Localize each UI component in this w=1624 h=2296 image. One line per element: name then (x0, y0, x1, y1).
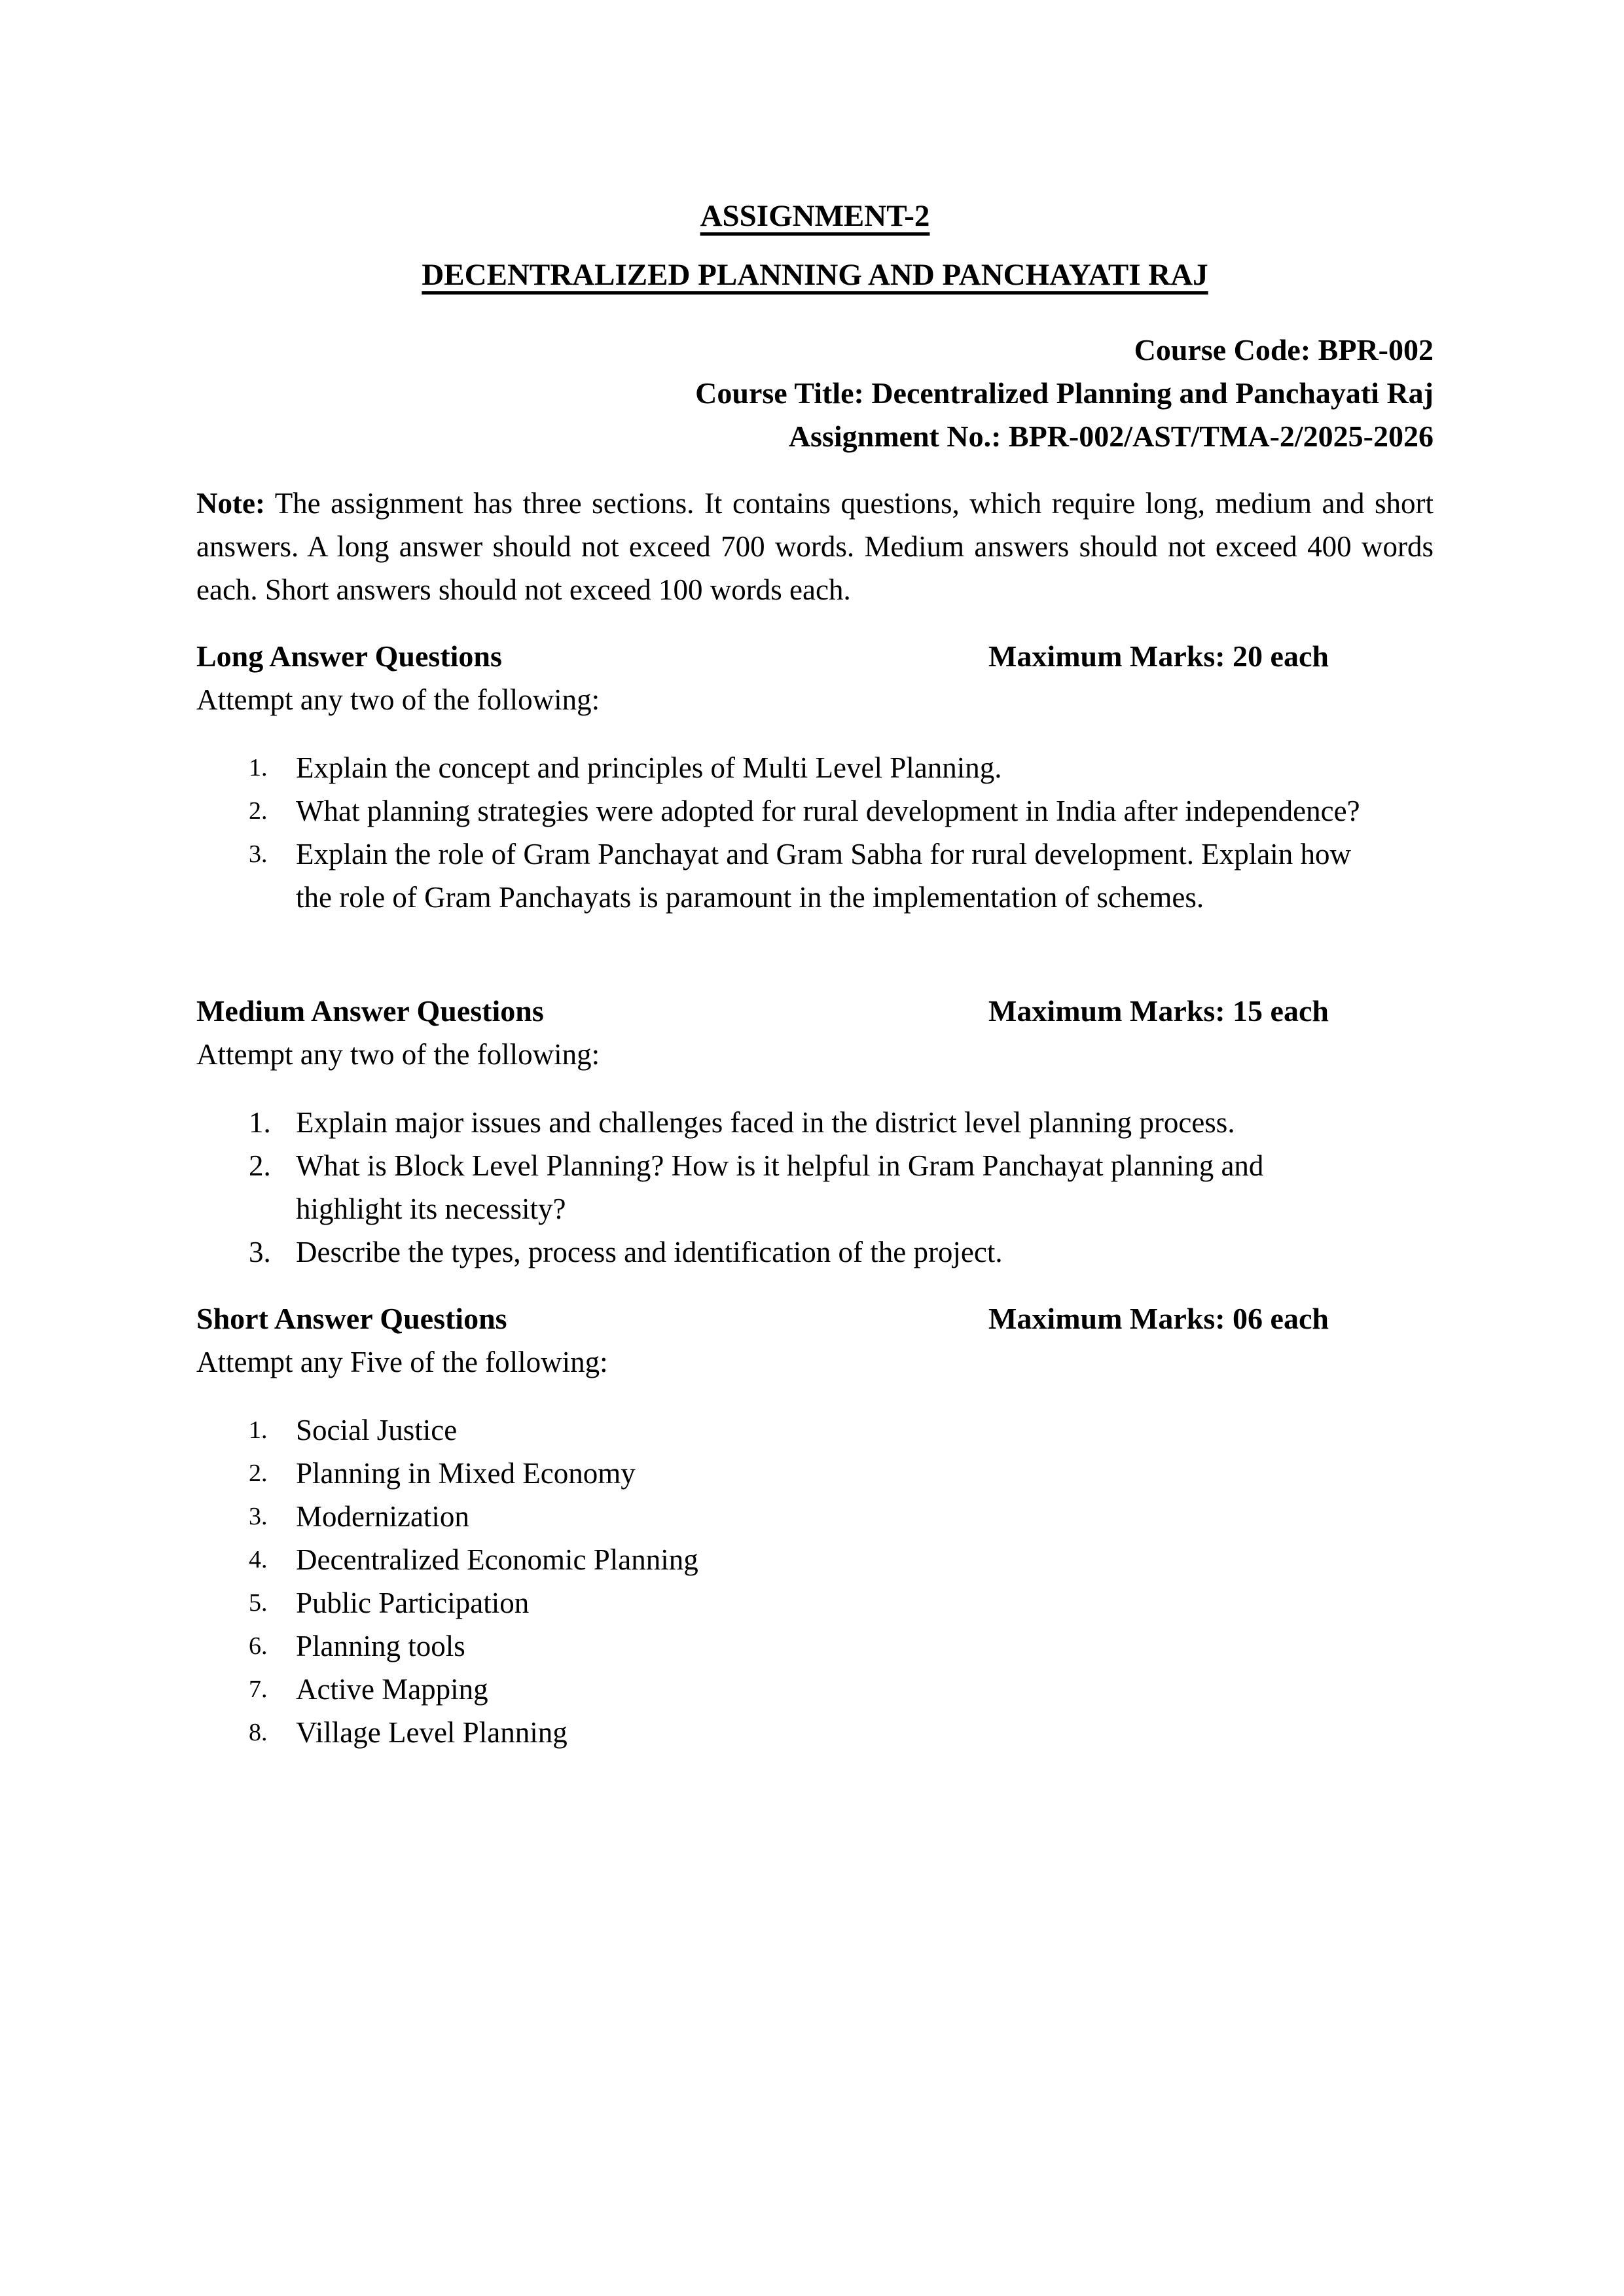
question-text: Explain major issues and challenges faced in the district level planning process. (296, 1106, 1235, 1139)
question-number: 2. (249, 797, 268, 825)
question-item (249, 1624, 1434, 1668)
note-label: Note: (196, 487, 265, 520)
question-number: 8. (249, 1719, 268, 1746)
question-text: Active Mapping (296, 1673, 488, 1706)
question-item (249, 1668, 1434, 1711)
question-number: 1. (249, 754, 268, 781)
medium-answer-question-list (196, 1101, 1434, 1274)
course-name-heading: DECENTRALIZED PLANNING AND PANCHAYATI RAJ (422, 258, 1208, 292)
medium-answer-instruction: Attempt any two of the following: (196, 1038, 600, 1071)
question-number: 3. (249, 1503, 268, 1530)
question-number: 4. (249, 1546, 268, 1573)
question-number: 6. (249, 1632, 268, 1660)
medium-answer-section-header (196, 990, 1434, 1033)
question-number: 7. (249, 1676, 268, 1703)
short-answer-section-header (196, 1297, 1434, 1340)
question-number: 1. (249, 1416, 268, 1444)
question-text: Planning tools (296, 1630, 465, 1662)
question-number: 3. (249, 1236, 271, 1268)
question-text: Village Level Planning (296, 1716, 568, 1749)
question-number: 2. (249, 1149, 271, 1182)
note-text: The assignment has three sections. It contains questions, which require long, medium and short answers. A long answer should not exceed 700 words. Medium answers should not exceed 400 words each. Short answers should not exceed 100 words each. (196, 487, 1434, 606)
question-text: What planning strategies were adopted for rural development in India after independence? (296, 795, 1360, 827)
question-text: Social Justice (296, 1414, 458, 1446)
question-text: What is Block Level Planning? How is it helpful in Gram Panchayat planning and highlight its necessity? (296, 1149, 1264, 1225)
question-text: Explain the role of Gram Panchayat and Gram Sabha for rural development. Explain how the role of Gram Panchayats is paramount in the implementation of schemes. (296, 838, 1351, 914)
short-answer-heading: Short Answer Questions (196, 1302, 507, 1335)
question-item (249, 1581, 1434, 1624)
long-answer-marks: Maximum Marks: 20 each (988, 639, 1329, 673)
long-answer-instruction: Attempt any two of the following: (196, 683, 600, 716)
question-number: 5. (249, 1589, 268, 1617)
question-number: 1. (249, 1106, 271, 1139)
question-text: Explain the concept and principles of Multi Level Planning. (296, 751, 1002, 784)
assignment-title: ASSIGNMENT-2 (700, 199, 930, 233)
question-item (249, 1144, 1434, 1230)
medium-answer-heading: Medium Answer Questions (196, 994, 544, 1028)
question-number: 3. (249, 840, 268, 868)
course-info-block (196, 329, 1434, 458)
question-item (249, 1495, 1434, 1538)
question-item (249, 1711, 1434, 1754)
course-title-line: Course Title: Decentralized Planning and Panchayati Raj (695, 376, 1434, 410)
question-text: Describe the types, process and identification of the project. (296, 1236, 1003, 1268)
question-item (249, 833, 1434, 919)
question-item (249, 746, 1434, 789)
question-item (249, 1538, 1434, 1581)
note-paragraph (196, 482, 1434, 611)
short-answer-marks: Maximum Marks: 06 each (988, 1302, 1329, 1335)
long-answer-question-list (196, 746, 1434, 919)
short-answer-instruction: Attempt any Five of the following: (196, 1346, 608, 1378)
question-item (249, 1408, 1434, 1452)
question-item (249, 1452, 1434, 1495)
question-number: 2. (249, 1460, 268, 1487)
question-item (249, 789, 1434, 833)
medium-answer-marks: Maximum Marks: 15 each (988, 994, 1329, 1028)
question-text: Decentralized Economic Planning (296, 1543, 698, 1576)
question-text: Public Participation (296, 1587, 530, 1619)
question-text: Planning in Mixed Economy (296, 1457, 636, 1490)
assignment-number-line: Assignment No.: BPR-002/AST/TMA-2/2025-2026 (788, 420, 1434, 453)
question-item (249, 1101, 1434, 1144)
long-answer-heading: Long Answer Questions (196, 639, 502, 673)
question-text: Modernization (296, 1500, 469, 1533)
short-answer-question-list (196, 1408, 1434, 1754)
long-answer-section-header (196, 635, 1434, 678)
course-code-line: Course Code: BPR-002 (1134, 333, 1434, 367)
question-item (249, 1230, 1434, 1274)
